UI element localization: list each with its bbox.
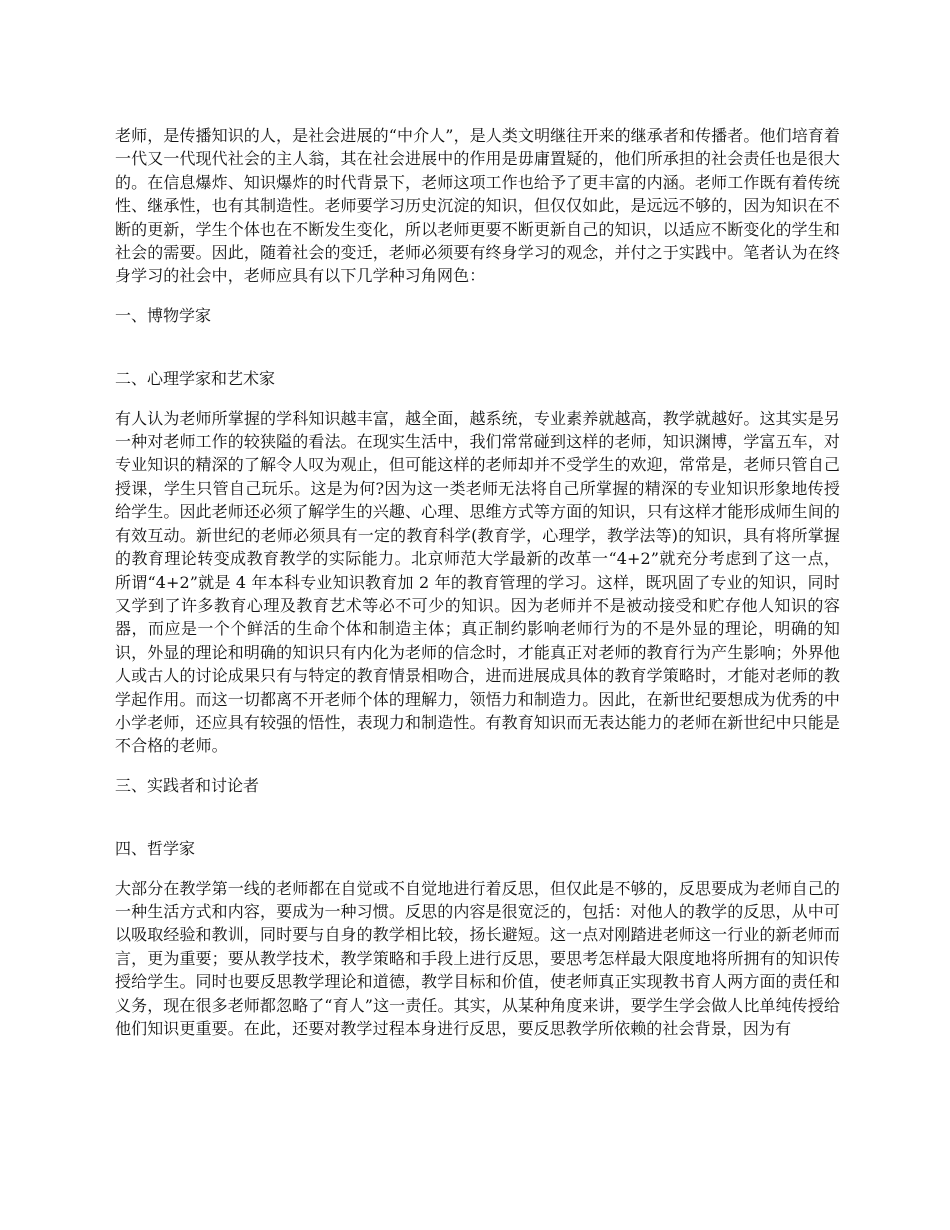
section-heading-2: 二、心理学家和艺术家 — [115, 369, 276, 389]
spacer — [115, 327, 840, 367]
spacer — [115, 391, 840, 407]
document-page — [115, 124, 840, 1040]
spacer — [115, 758, 840, 774]
intro-paragraph: 老师，是传播知识的人，是社会进展的“中介人”，是人类文明继往开来的继承者和传播者。他们培育着一代又一代现代社会的主人翁，其在社会进展中的作用是毋庸置疑的，他们所承担的社会责任也是很大的。在信息爆炸、知识爆炸的时代背景下，老师这项工作也给予了更丰富的内涵。老师工作既有着传统性、继承性，也有其制造性。老师要学习历史沉淀的知识，但仅仅如此，是远远不够的，因为知识在不断的更新，学生个体也在不断发生变化，所以老师更要不断更新自己的知识，以适应不断变化的学生和社会的需要。因此，随着社会的变迁，老师必须要有终身学习的观念，并付之于实践中。笔者认为在终身学习的社会中，老师应具有以下几学种习角网色： — [115, 126, 840, 286]
spacer — [115, 797, 840, 837]
section-4-paragraph: 大部分在教学第一线的老师都在自觉或不自觉地进行着反思，但仅此是不够的，反思要成为老师自己的一种生活方式和内容，要成为一种习惯。反思的内容是很宽泛的，包括：对他人的教学的反思，从中可以吸取经验和教训，同时要与自身的教学相比较，扬长避短。这一点对刚踏进老师这一行业的新老师而言，更为重要；要从教学技术，教学策略和手段上进行反思，要思考怎样最大限度地将所拥有的知识传授给学生。同时也要反思教学理论和道德，教学目标和价值，使老师真正实现教书育人两方面的责任和义务，现在很多老师都忽略了“育人”这一责任。其实，从某种角度来讲，要学生学会做人比单纯传授给他们知识更重要。在此，还要对教学过程本身进行反思，要反思教学所依赖的社会背景，因为有 — [115, 878, 840, 1038]
spacer — [115, 861, 840, 877]
section-2-paragraph: 有人认为老师所掌握的学科知识越丰富，越全面，越系统，专业素养就越高，教学就越好。这其实是另一种对老师工作的较狭隘的看法。在现实生活中，我们常常碰到这样的老师，知识渊博，学富五车，对专业知识的精深的了解令人叹为观止，但可能这样的老师却并不受学生的欢迎，常常是，老师只管自己授课，学生只管自己玩乐。这是为何?因为这一类老师无法将自己所掌握的精深的专业知识形象地传授给学生。因此老师还必须了解学生的兴趣、心理、思维方式等方面的知识，只有这样才能形成师生间的有效互动。新世纪的老师必须具有一定的教育科学(教育学，心理学，教学法等)的知识，具有将所掌握的教育理论转变成教育教学的实际能力。北京师范大学最新的改革一“4+2”就充分考虑到了这一点，所谓“4+2”就是 4 年本科专业知识教育加 2 年的教育管理的学习。这样，既巩固了专业的知识，同时又学到了许多教育心理及教育艺术等必不可少的知识。因为老师并不是被动接受和贮存他人知识的容器，而应是一个个鲜活的生命个体和制造主体；真正制约影响老师行为的不是外显的理论，明确的知识，外显的理论和明确的知识只有内化为老师的信念时，才能真正对老师的教育行为产生影响；外界他人或古人的讨论成果只有与特定的教育情景相吻合，进而进展成具体的教育学策略时，才能对老师的教学起作用。而这一切都离不开老师个体的理解力，领悟力和制造力。因此，在新世纪要想成为优秀的中小学老师，还应具有较强的悟性，表现力和制造性。有教育知识而无表达能力的老师在新世纪中只能是不合格的老师。 — [115, 408, 840, 756]
section-heading-4: 四、哲学家 — [115, 839, 196, 859]
section-heading-3: 三、实践者和讨论者 — [115, 775, 260, 795]
spacer — [115, 288, 840, 304]
section-heading-1: 一、博物学家 — [115, 305, 212, 325]
